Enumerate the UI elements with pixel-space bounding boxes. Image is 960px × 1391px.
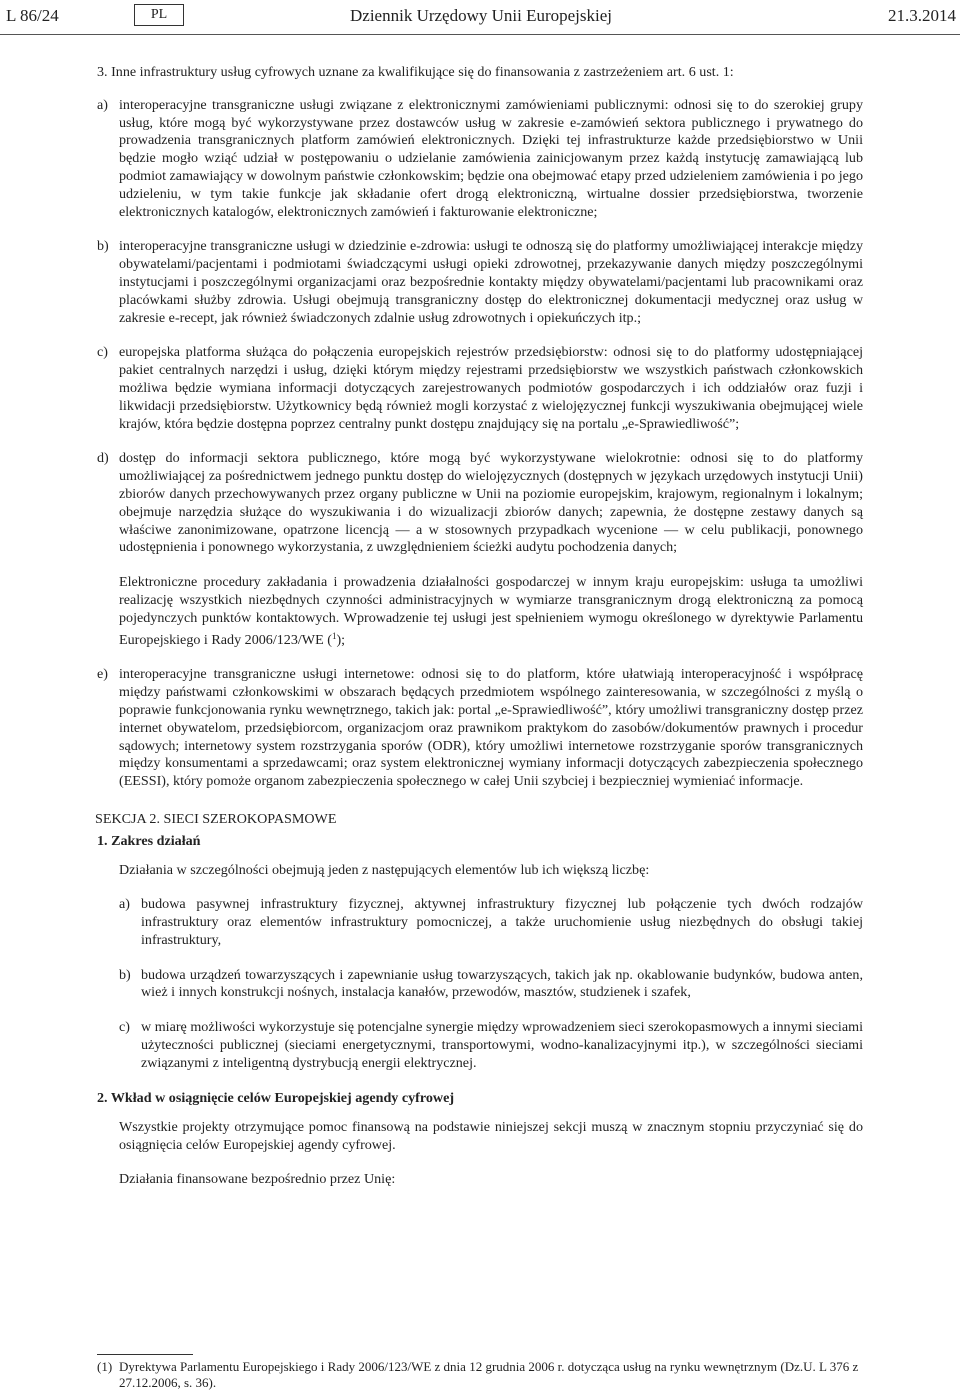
footnote-ref[interactable]: 1: [331, 630, 337, 641]
publication-date: 21.3.2014: [888, 6, 956, 25]
heading-contribution: 2. Wkład w osiągnięcie celów Europejskiej agendy cyfrowej: [97, 1089, 455, 1106]
list-item-text: interoperacyjne transgraniczne usługi internetowe: odnosi się to do platform, które ułatwiają interoperacyjność i współpracę między państwami członkowskimi w obszarach będących przedmiotem wspólnego zainteresowania, w szczególności z myślą o poprawie funkcjonowania rynku wewnętrznego, takich jak: portal „e-Sprawiedliwość”, który umożliwi transgraniczny dostęp przez internet obywatelom, przedsiębiorcom, organizacjom oraz prawnikom praktykom do zasobów/dokumentów prawnych i procedur sądowych; internetowy system rozstrzygania sporów (ODR), który umożliwi internetowe rozstrzyganie sporów transgranicznych między konsumentami a sprzedawcami; oraz system elektronicznej wymiany informacji dotyczących zabezpieczenia społecznego (EESSI), który pomoże organom zabezpieczenia społecznego w całej Unii szybciej i bezpieczniej wymieniać informacje.: [119, 666, 863, 790]
list-item: [119, 967, 863, 1003]
section-title: SEKCJA 2. SIECI SZEROKOPASMOWE: [95, 810, 337, 827]
page-header: [0, 4, 960, 28]
list-item-text: interoperacyjne transgraniczne usługi w dziedzinie e-zdrowia: usługi te odnoszą się do platformy umożliwiającej interakcje między obywatelami/pacjentami i podmiotami świadczącymi usługi opieki zdrowotnej, przekazywanie danych między poszczególnymi instytucjami i poszczególnymi organizacjami oraz bezpośrednie kontakty między obywatelami/pacjentami lub pracownikami oraz placówkami służby zdrowia. Usługi obejmują transgraniczny dostęp do elektronicznej dokumentacji medycznej oraz usług w zakresie e-recept, jak również świadczonych zdalnie usług zdrowotnych i opiekuńczych itp.;: [119, 238, 863, 326]
list-item-label: d): [97, 450, 109, 467]
footnote-text: Dyrektywa Parlamentu Europejskiego i Rady 2006/123/WE z dnia 12 grudnia 2006 r. dotycząca usług na rynku wewnętrznym (Dz.U. L 376 z 27.12.2006, s. 36).: [119, 1359, 859, 1390]
contribution-paragraph: Wszystkie projekty otrzymujące pomoc finansową na podstawie niniejszej sekcji muszą w znacznym stopniu przyczyniać się do osiągnięcia celów Europejskiej agendy cyfrowej.: [119, 1119, 863, 1154]
list-item-text: interoperacyjne transgraniczne usługi związane z elektronicznymi zamówieniami publicznymi: odnosi się to do szerokiej grupy usług, które mogą być wykorzystywane przez dostawców usług w zakresie e-zamówień sektora publicznego i prywatnego do prowadzenia transgranicznych platform zamówień elektronicznych. Dzięki tej infrastrukturze każde przedsiębiorstwo w Unii będzie mogło wziąć udział w postępowaniu o udzielanie zamówienia zainicjowanym przez każdą instytucję zamawiającą lub podmiot zamawiający w dowolnym państwie członkowskim; będzie ona obejmować etapy przed udzieleniem zamówienia i po jego udzieleniu, w tym takie funkcje jak składanie ofert drogą elektroniczną, wirtualne dossier przedsiębiorstwa, tworzenie elektronicznych katalogów, elektronicznych zamówień i fakturowanie elektroniczne;: [119, 96, 863, 220]
footnote: [97, 1359, 863, 1391]
language-badge: PL: [134, 4, 184, 26]
list-item-text: budowa urządzeń towarzyszących i zapewnianie usług towarzyszących, takich jak np. okablowanie budynków, budowa anten, wież i innych konstrukcji nośnych, instalacja kanałów, przewodów, masztów, studzienek i szafek,: [141, 966, 863, 1001]
scope-paragraph: Działania w szczególności obejmują jeden z następujących elementów lub ich większą liczbę:: [119, 862, 650, 879]
subparagraph-end: );: [336, 631, 346, 648]
list-item-label: b): [119, 966, 131, 983]
list-item-text: dostęp do informacji sektora publicznego, które mogą być wykorzystywane wielokrotnie: odnosi się to do platformy umożliwiającej za pośrednictwem jednego punktu dostęp do wielojęzycznych (dostępnych w językach urzędowych instytucji Unii) zbiorów danych przechowywanych przez organy publiczne w Unii na poziomie europejskim, krajowym, regionalnym i lokalnym; obejmuje narzędzia służące do wyszukiwania i do wizualizacji zbiorów danych; zapewnia, że dostępne zestawy danych są właściwe zanonimizowane, opatrzone licencją — a w stosownych przypadkach wycenione — w celu publikacji, ponownego udostępnienia i ponownego wykorzystania, z uwzględnieniem ścieżki audytu pochodzenia danych;: [119, 450, 863, 556]
page-number: L 86/24: [6, 6, 59, 25]
list-item-label: c): [119, 1019, 130, 1036]
subparagraph-text: Elektroniczne procedury zakładania i prowadzenia działalności gospodarczej w innym kraju europejskim: usługa ta umożliwi realizację wszystkich niezbędnych czynności administracyjnych w wymiarze transgranicznym drogą elektroniczną za pomocą pojedynczych punktów kontaktowych. Wprowadzenie tej usługi jest spełnieniem wymogu określonego w dyrektywie Parlamentu Europejskiego i Rady 2006/123/WE (: [119, 574, 863, 648]
list-item-label: b): [97, 238, 109, 255]
funded-actions-paragraph: Działania finansowane bezpośrednio przez Unię:: [119, 1171, 396, 1188]
list-item-label: c): [97, 344, 108, 361]
list-item-text: europejska platforma służąca do połączenia europejskich rejestrów przedsiębiorstw: odnosi się to do platformy udostępniającej pakiet centralnych narzędzi i usług, dzięki którym między rejestrami przedsiębiorstw we wszystkich państwach członkowskich możliwa będzie wymiana informacji dotyczących zarejestrowanych podmiotów gospodarczych i ich oddziałów oraz fuzji i likwidacji przedsiębiorstw. Użytkownicy będą również mogli korzystać z wielojęzycznej funkcji wyszukiwania obejmującej wiele krajów, która będzie dostępna poprzez centralny punkt dostępu znajdujący się na portalu „e-Sprawiedliwość”;: [119, 344, 863, 432]
list-item: [119, 896, 863, 949]
list-item-label: e): [97, 666, 108, 683]
list-item-text: budowa pasywnej infrastruktury fizycznej, aktywnej infrastruktury fizycznej lub połączenie tych dwóch rodzajów infrastruktury oraz elementów infrastruktury pomocniczej, a także uruchomienie usług niezbędnych do obsługi takiej infrastruktury,: [141, 896, 863, 948]
footnote-rule: [97, 1354, 193, 1355]
list-item: [119, 1019, 863, 1072]
list-item-label: a): [119, 896, 130, 913]
list-item: [97, 666, 863, 791]
journal-title: Dziennik Urzędowy Unii Europejskiej: [350, 6, 613, 25]
list-item-subparagraph: [119, 574, 863, 649]
list-item: [97, 238, 863, 327]
heading-scope: 1. Zakres działań: [97, 832, 201, 849]
header-rule: [0, 34, 960, 35]
list-item: [97, 97, 863, 222]
main-content: [97, 64, 863, 1205]
intro-paragraph: 3. Inne infrastruktury usług cyfrowych uznane za kwalifikujące się do finansowania z zastrzeżeniem art. 6 ust. 1:: [97, 64, 734, 80]
list-item: [97, 450, 863, 649]
footnote-number: (1): [97, 1359, 113, 1374]
list-item-text: w miarę możliwości wykorzystuje się potencjalne synergie między wprowadzeniem sieci szerokopasmowych a innymi sieciami użyteczności publicznej (sieciami energetycznymi, transportowymi, wodno-kanalizacyjnymi itp.), w szczególności sieciami związanymi z inteligentną dystrybucją energii elektrycznej.: [141, 1019, 863, 1071]
list-item: [97, 344, 863, 433]
list-item-label: a): [97, 96, 108, 113]
